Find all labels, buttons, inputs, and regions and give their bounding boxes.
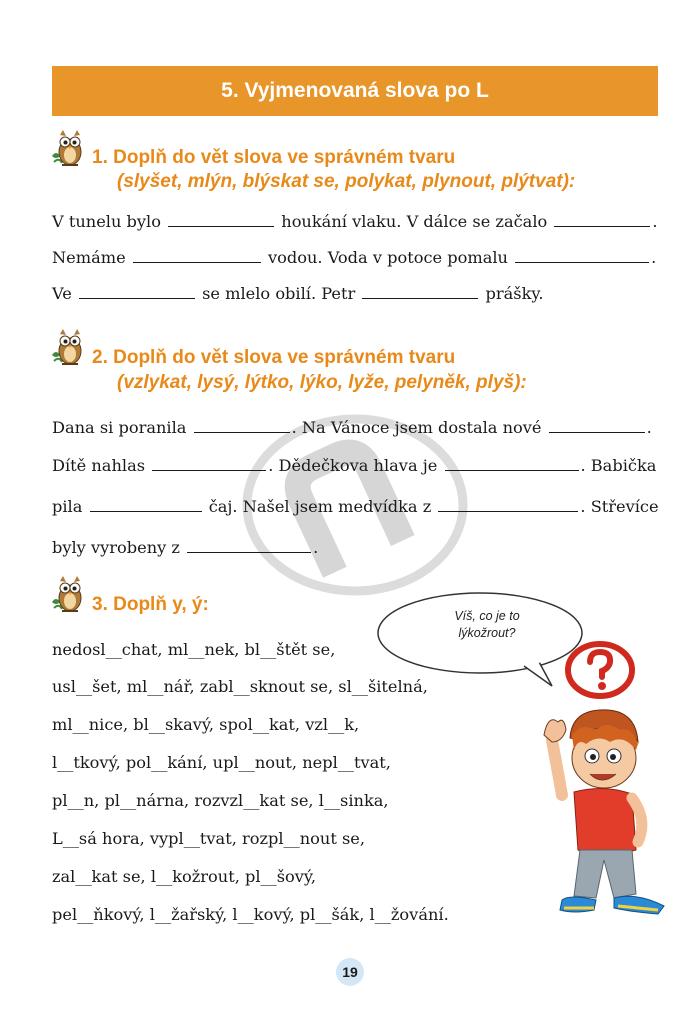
- answer-blank[interactable]: [79, 284, 195, 299]
- exercise-2-title: 2. Doplň do vět slova ve správném tvaru: [92, 347, 456, 368]
- exercise-line: pel__ňkový, l__žařský, l__kový, pl__šák, l__žování.: [52, 905, 449, 924]
- exercise-1-word-list: (slyšet, mlýn, blýskat se, polykat, plynout, plýtvat):: [117, 171, 576, 192]
- answer-blank[interactable]: [152, 456, 266, 471]
- question-mark-icon: [564, 640, 636, 700]
- exercise-1-title: 1. Doplň do vět slova ve správném tvaru: [92, 147, 456, 168]
- sentence-line: Dítě nahlas . Dědečkova hlava je . Babička: [52, 456, 657, 475]
- sentence-line: Ve se mlelo obilí. Petr prášky.: [52, 284, 544, 303]
- answer-blank[interactable]: [187, 538, 311, 553]
- speech-bubble-text: Víš, co je to lýkožrout?: [454, 609, 520, 640]
- owl-icon: [50, 325, 86, 367]
- exercise-line: l__tkový, pol__kání, upl__nout, nepl__tvat,: [52, 753, 391, 772]
- owl-icon: [50, 126, 86, 168]
- answer-blank[interactable]: [194, 418, 290, 433]
- answer-blank[interactable]: [445, 456, 579, 471]
- sentence-line: byly vyrobeny z .: [52, 538, 319, 557]
- boy-illustration: [540, 700, 680, 925]
- answer-blank[interactable]: [90, 497, 202, 512]
- answer-blank[interactable]: [549, 418, 645, 433]
- answer-blank[interactable]: [438, 497, 578, 512]
- exercise-line: pl__n, pl__nárna, rozvzl__kat se, l__sinka,: [52, 791, 389, 810]
- answer-blank[interactable]: [133, 248, 261, 263]
- page-number: 19: [336, 958, 364, 986]
- exercise-line: ml__nice, bl__skavý, spol__kat, vzl__k,: [52, 715, 360, 734]
- chapter-banner: [52, 66, 658, 116]
- sentence-line: pila čaj. Našel jsem medvídka z . Střevíce: [52, 497, 659, 516]
- chapter-title: 5. Vyjmenovaná slova po L: [221, 79, 489, 102]
- exercise-line: nedosl__chat, ml__nek, bl__štět se,: [52, 640, 336, 659]
- answer-blank[interactable]: [515, 248, 649, 263]
- exercise-2-word-list: (vzlykat, lysý, lýtko, lýko, lyže, pelyněk, plyš):: [117, 372, 527, 393]
- exercise-line: L__sá hora, vypl__tvat, rozpl__nout se,: [52, 829, 366, 848]
- answer-blank[interactable]: [554, 212, 650, 227]
- exercise-3-title: 3. Doplň y, ý:: [92, 594, 209, 615]
- sentence-line: Dana si poranila . Na Vánoce jsem dostala nové .: [52, 418, 652, 437]
- answer-blank[interactable]: [362, 284, 478, 299]
- answer-blank[interactable]: [168, 212, 274, 227]
- sentence-line: V tunelu bylo houkání vlaku. V dálce se začalo .: [52, 212, 658, 231]
- sentence-line: Nemáme vodou. Voda v potoce pomalu .: [52, 248, 657, 267]
- exercise-line: usl__šet, ml__nář, zabl__sknout se, sl__šitelná,: [52, 677, 428, 696]
- exercise-line: zal__kat se, l__kožrout, pl__šový,: [52, 867, 317, 886]
- owl-icon: [50, 572, 86, 614]
